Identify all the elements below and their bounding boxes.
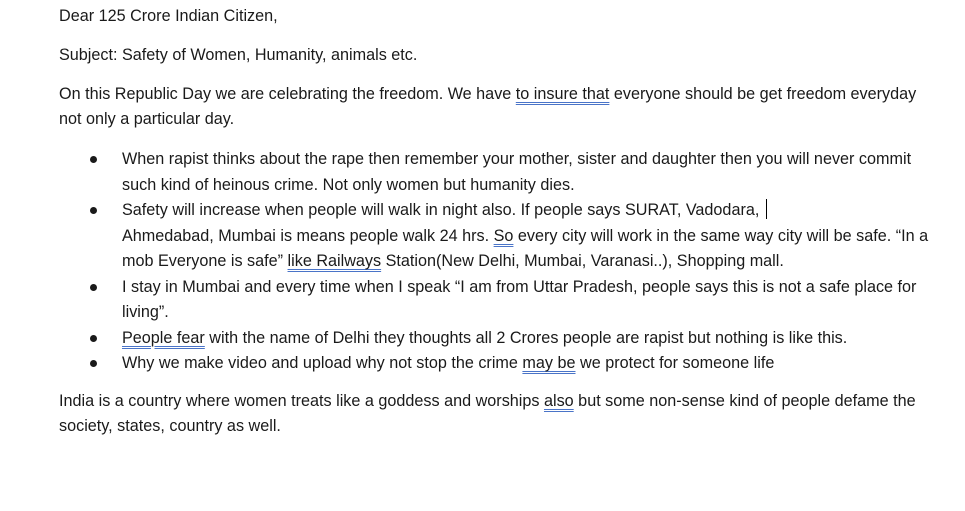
intro-text-2: everyone should be get freedom everyday not only a particular day. bbox=[59, 85, 917, 128]
grammar-flag-may-be[interactable]: may be bbox=[522, 354, 576, 372]
closing-text-1: India is a country where women treats like a goddess and worships bbox=[59, 391, 544, 410]
bullet-text: Safety will increase when people will walk in night also. If people says SURAT, Vadodara, bbox=[122, 201, 764, 219]
intro-paragraph bbox=[59, 82, 939, 132]
grammar-flag-people-fear[interactable]: People fear bbox=[122, 328, 205, 347]
bullet-item-2 bbox=[59, 198, 939, 275]
text-cursor bbox=[766, 199, 767, 219]
bullet-text: Ahmedabad, Mumbai is means people walk 24 hrs. bbox=[122, 226, 494, 245]
bullet-list bbox=[59, 147, 939, 377]
bullet-dot-icon bbox=[90, 156, 97, 163]
bullet-text: every city will work in the same way city will be safe. “In a mob Everyone is safe” bbox=[122, 226, 929, 270]
bullet-dot-icon bbox=[90, 207, 97, 214]
grammar-flag-to-insure-that[interactable]: to insure that bbox=[515, 85, 610, 103]
bullet-text: Why we make video and upload why not stop the crime bbox=[122, 354, 523, 372]
bullet-item-5 bbox=[59, 351, 939, 377]
subject-line: Subject: Safety of Women, Humanity, animals etc. bbox=[59, 46, 418, 64]
bullet-item-3 bbox=[59, 275, 939, 326]
bullet-text: we protect for someone life bbox=[575, 354, 775, 372]
bullet-dot-icon bbox=[90, 335, 97, 342]
document-body[interactable] bbox=[59, 4, 939, 439]
bullet-item-4 bbox=[59, 326, 939, 352]
bullet-text: When rapist thinks about the rape then remember your mother, sister and daughter then you will never commit such kind of heinous crime. Not only women but humanity dies. bbox=[122, 150, 912, 194]
bullet-dot-icon bbox=[90, 284, 97, 291]
grammar-flag-like-railways[interactable]: like Railways bbox=[287, 252, 382, 270]
closing-paragraph bbox=[59, 389, 939, 439]
salutation-line: Dear 125 Crore Indian Citizen, bbox=[59, 7, 278, 25]
bullet-text: Station(New Delhi, Mumbai, Varanasi..), Shopping mall. bbox=[381, 252, 784, 270]
intro-text-1: On this Republic Day we are celebrating the freedom. We have bbox=[59, 85, 516, 103]
bullet-dot-icon bbox=[90, 360, 97, 367]
closing-text-2: but some non-sense kind of people defame the society, states, country as well. bbox=[59, 391, 916, 435]
grammar-flag-so[interactable]: So bbox=[493, 226, 514, 245]
bullet-item-1 bbox=[59, 147, 939, 198]
bullet-text: I stay in Mumbai and every time when I speak “I am from Uttar Pradesh, people says this is not a safe place for living”. bbox=[122, 277, 917, 321]
bullet-text: with the name of Delhi they thoughts all 2 Crores people are rapist but nothing is like this. bbox=[204, 328, 848, 347]
grammar-flag-also[interactable]: also bbox=[543, 391, 574, 410]
